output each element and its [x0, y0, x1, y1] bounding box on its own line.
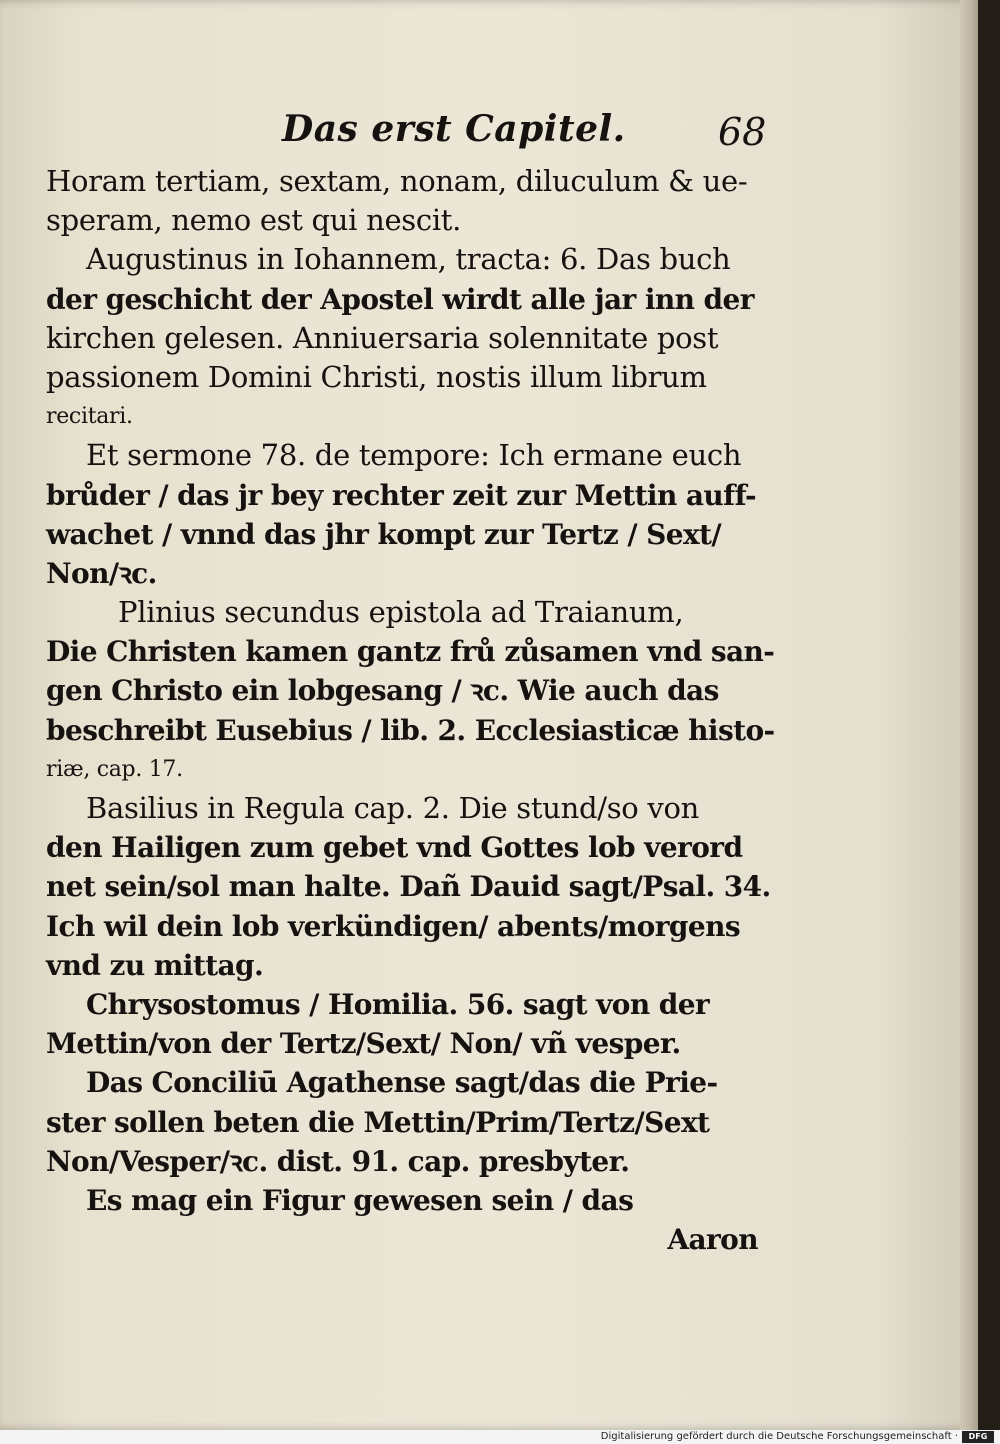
text-line: Non/Vesper/ꝛc. dist. 91. cap. presbyter. — [46, 1144, 630, 1178]
text-line: speram, nemo est qui nescit. — [46, 203, 462, 238]
page-edge — [960, 0, 978, 1430]
text-line: den Hailigen zum gebet vnd Gottes lob verord — [46, 831, 743, 865]
text-line: Non/ꝛc. — [46, 556, 157, 590]
text-line: Plinius secundus epistola ad Traianum, — [118, 595, 684, 630]
text-line: vnd zu mittag. — [46, 948, 264, 982]
dfg-logo-icon: DFG — [962, 1431, 994, 1443]
text-line: net sein/sol man halte. Dañ Dauid sagt/Psal. 34. — [46, 870, 771, 904]
page-number: 68 — [718, 110, 767, 154]
text-line: Es mag ein Figur gewesen sein / das — [86, 1183, 634, 1217]
text-line: passionem Domini Christi, nostis illum librum — [46, 359, 707, 394]
text-line: Basilius in Regula cap. 2. Die stund/so von — [86, 791, 700, 825]
text-line: brůder / das jr bey rechter zeit zur Mettin auff- — [46, 478, 757, 512]
funding-note: Digitalisierung gefördert durch die Deutsche Forschungsgemeinschaft · — [600, 1431, 958, 1442]
text-line: ster sollen beten die Mettin/Prim/Tertz/Sext — [46, 1105, 710, 1139]
catchword: Aaron — [667, 1223, 758, 1257]
text-line: beschreibt Eusebius / lib. 2. Ecclesiasticæ histo- — [46, 713, 775, 747]
text-line: Die Christen kamen gantz frů zůsamen vnd san- — [46, 635, 775, 669]
footer-bar — [0, 1430, 1000, 1444]
text-line: wachet / vnnd das jhr kompt zur Tertz / Sext/ — [46, 517, 722, 551]
text-line: Mettin/von der Tertz/Sext/ Non/ vñ vesper. — [46, 1027, 681, 1061]
running-head: Das erst Capitel. — [282, 108, 626, 150]
text-line: riæ, cap. 17. — [46, 756, 183, 782]
text-line: Chrysostomus / Homilia. 56. sagt von der — [86, 987, 710, 1021]
text-line: Das Conciliū Agathense sagt/das die Prie- — [86, 1066, 718, 1100]
text-line: gen Christo ein lobgesang / ꝛc. Wie auch das — [46, 674, 719, 708]
text-line: Augustinus in Iohannem, tracta: 6. Das buch — [86, 242, 731, 277]
text-line: Horam tertiam, sextam, nonam, diluculum & ue- — [46, 164, 748, 198]
text-line: Ich wil dein lob verkündigen/ abents/morgens — [46, 909, 741, 943]
body-text — [46, 162, 774, 1259]
text-line: kirchen gelesen. Anniuersaria solennitate post — [46, 320, 719, 355]
scanner-background — [978, 0, 1000, 1444]
text-line: Et sermone 78. de tempore: Ich ermane euch — [86, 438, 742, 473]
text-line: recitari. — [46, 404, 133, 430]
text-line: der geschicht der Apostel wirdt alle jar inn der — [46, 282, 754, 316]
